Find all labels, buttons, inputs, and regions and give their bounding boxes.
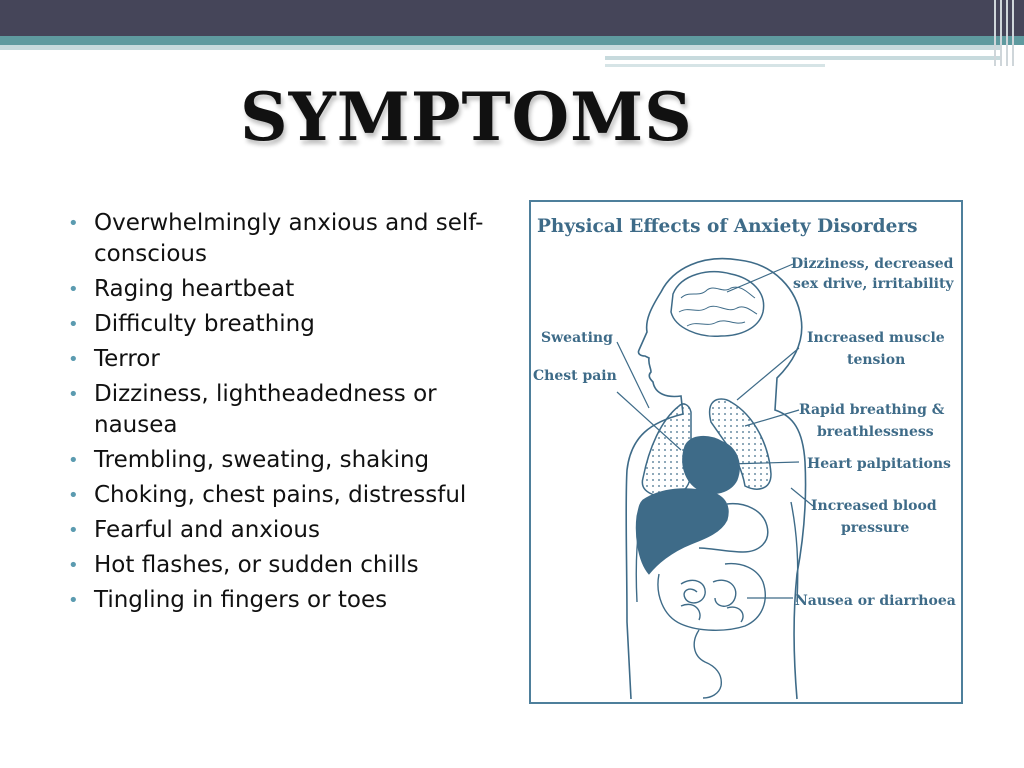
decorative-stripe — [1012, 0, 1014, 66]
symptom-list — [66, 208, 486, 620]
label-muscle-tension: tension — [847, 352, 906, 368]
accent-line — [605, 64, 825, 67]
list-item — [66, 274, 486, 305]
label-heart-palpitations: Heart palpitations — [807, 456, 951, 472]
brain-folds — [679, 287, 757, 326]
decorative-stripe — [1006, 0, 1008, 66]
list-item-text: Hot flashes, or sudden chills — [94, 552, 419, 578]
label-blood-pressure: pressure — [841, 520, 910, 536]
list-item-text: Dizziness, lightheadedness or nausea — [94, 381, 437, 438]
list-item — [66, 550, 486, 581]
list-item-text: Difficulty breathing — [94, 311, 315, 337]
label-chest-pain: Chest pain — [533, 368, 617, 384]
list-item — [66, 344, 486, 375]
body-illustration — [531, 202, 961, 702]
list-item — [66, 309, 486, 340]
label-dizziness: Dizziness, decreased — [791, 256, 954, 272]
header-band — [0, 0, 1024, 36]
bullet-icon: • — [68, 349, 79, 370]
decorative-stripe — [1000, 0, 1002, 66]
list-item — [66, 480, 486, 511]
label-rapid-breathing: breathlessness — [817, 424, 934, 440]
intestines — [658, 564, 765, 698]
list-item — [66, 445, 486, 476]
slide-title: SYMPTOMS — [240, 78, 693, 156]
bullet-icon: • — [68, 384, 79, 405]
anxiety-effects-figure — [529, 200, 963, 704]
bullet-icon: • — [68, 314, 79, 335]
list-item-text: Terror — [94, 346, 160, 372]
list-item-text: Tingling in fingers or toes — [94, 587, 388, 613]
label-sweating: Sweating — [541, 330, 613, 346]
bullet-icon: • — [68, 450, 79, 471]
label-muscle-tension: Increased muscle — [807, 330, 945, 346]
bullet-icon: • — [68, 520, 79, 541]
list-item — [66, 585, 486, 616]
label-dizziness: sex drive, irritability — [793, 276, 954, 292]
list-item — [66, 379, 486, 441]
bullet-icon: • — [68, 279, 79, 300]
list-item-text: Fearful and anxious — [94, 517, 320, 543]
bullet-icon: • — [68, 213, 79, 234]
accent-band — [0, 36, 1024, 45]
label-blood-pressure: Increased blood — [811, 498, 937, 514]
list-item — [66, 208, 486, 270]
list-item-text: Choking, chest pains, distressful — [94, 482, 467, 508]
figure-title: Physical Effects of Anxiety Disorders — [537, 216, 918, 237]
label-nausea: Nausea or diarrhoea — [795, 593, 956, 609]
list-item-text: Trembling, sweating, shaking — [94, 447, 430, 473]
brain-shape — [671, 272, 764, 336]
bullet-icon: • — [68, 590, 79, 611]
bullet-icon: • — [68, 555, 79, 576]
decorative-stripe — [994, 0, 996, 66]
list-item-text: Raging heartbeat — [94, 276, 295, 302]
accent-line — [0, 45, 1000, 50]
accent-line — [605, 56, 1000, 60]
list-item — [66, 515, 486, 546]
bullet-icon: • — [68, 485, 79, 506]
label-rapid-breathing: Rapid breathing & — [799, 402, 945, 418]
liver-shape — [636, 489, 728, 574]
list-item-text: Overwhelmingly anxious and self-conscious — [94, 210, 484, 267]
